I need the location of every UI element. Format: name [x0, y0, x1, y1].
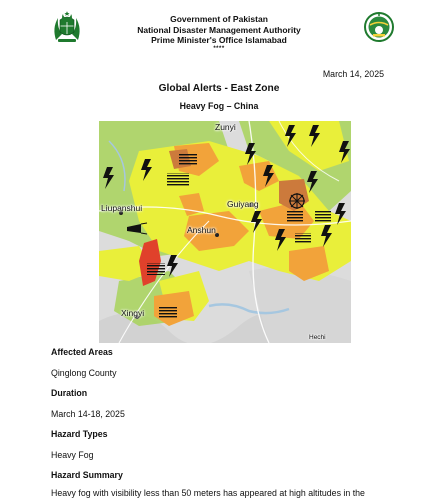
document-subtitle: Heavy Fog – China	[179, 101, 259, 111]
map-label-hechi: Hechi	[309, 334, 326, 341]
map-label-xingyi: Xingyi	[121, 308, 145, 318]
ndma-logo-icon	[364, 12, 394, 42]
duration-value: March 14-18, 2025	[51, 409, 125, 419]
document-date: March 14, 2025	[322, 69, 384, 79]
fog-icon	[287, 211, 303, 223]
fog-icon	[147, 263, 165, 275]
affected-areas-value: Qinglong County	[51, 368, 117, 378]
duration-heading: Duration	[51, 388, 88, 398]
letterhead-line-1: Government of Pakistan	[170, 14, 268, 24]
map-label-zunyi: Zunyi	[215, 122, 236, 132]
fog-icon	[159, 307, 177, 319]
map-label-anshun: Anshun	[187, 225, 216, 235]
map-label-guiyang: Guiyang	[227, 199, 259, 209]
fog-icon	[167, 173, 189, 187]
fog-icon	[295, 233, 311, 243]
fog-icon	[179, 153, 197, 165]
affected-areas-heading: Affected Areas	[51, 347, 113, 357]
document-title: Global Alerts - East Zone	[158, 83, 280, 94]
letterhead-stars: ****	[213, 45, 225, 52]
tornado-icon	[289, 193, 305, 209]
letterhead	[0, 10, 438, 58]
hazard-types-value: Heavy Fog	[51, 450, 94, 460]
fog-icon	[315, 211, 331, 223]
hazard-summary-heading: Hazard Summary	[51, 470, 123, 480]
hazard-types-heading: Hazard Types	[51, 429, 108, 439]
letterhead-line-3: Prime Minister's Office Islamabad	[151, 35, 287, 45]
letterhead-line-2: National Disaster Management Authority	[137, 24, 301, 35]
alert-map	[99, 121, 351, 343]
hazard-summary-text: Heavy fog with visibility less than 50 meters has appeared at high altitudes in the	[51, 488, 365, 498]
map-label-liupanshui: Liupanshui	[101, 203, 143, 213]
